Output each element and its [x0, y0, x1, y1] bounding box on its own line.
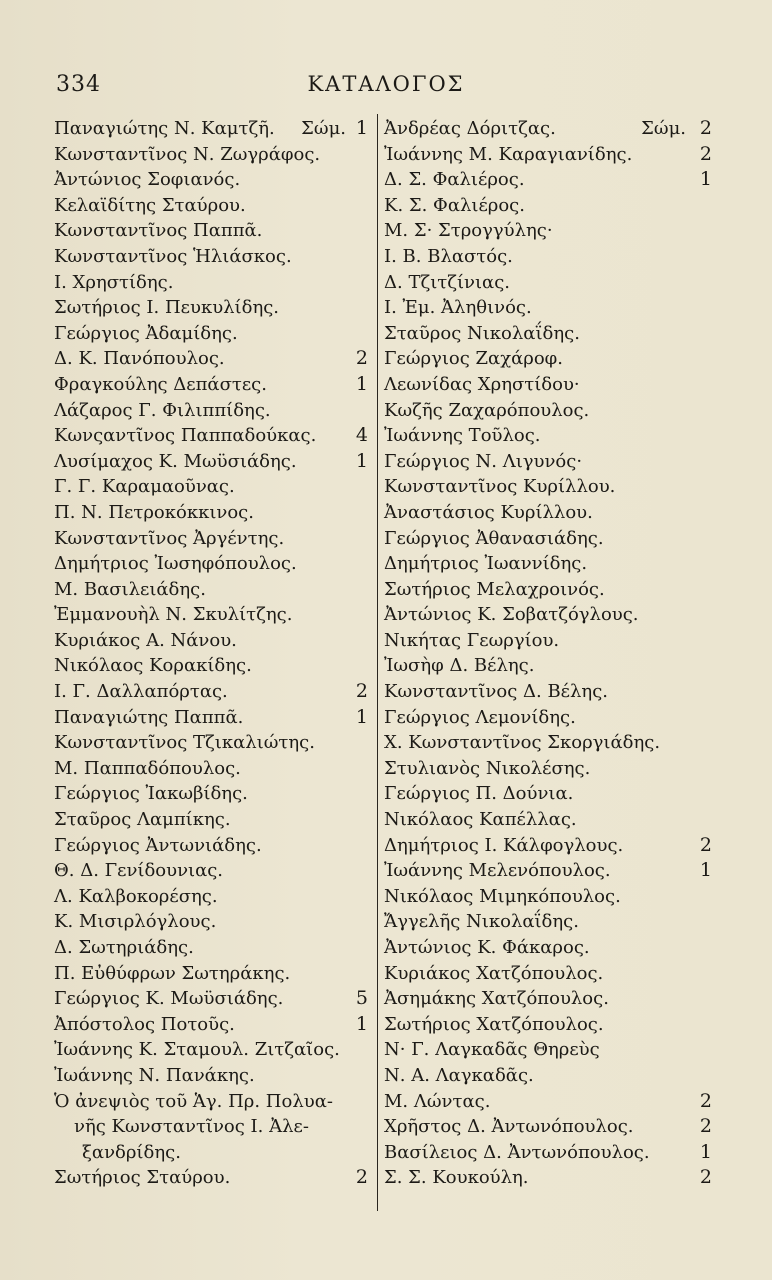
list-item: [384, 577, 714, 603]
subscriber-name: Λυσίμαχος Κ. Μωϋσιάδης.: [54, 450, 297, 472]
subscriber-name: Λεωνίδας Χρηστίδου·: [384, 373, 580, 395]
list-item: [54, 730, 372, 756]
list-item: [384, 423, 714, 449]
subscriber-name: Σταῦρος Λαμπίκης.: [54, 809, 231, 831]
subscriber-name: Σωτήριος Σταύρου.: [54, 1167, 231, 1189]
subscriber-name: Παναγιώτης Παππᾶ.: [54, 706, 244, 728]
subscriber-name: Μ. Σ· Στρογγύλης·: [384, 220, 553, 242]
subscriber-name: Θ. Δ. Γενίδουνιας.: [54, 860, 224, 882]
subscriber-name: Δ. Σωτηριάδης.: [54, 937, 194, 958]
subscriber-name: Μ. Βασιλειάδης.: [54, 578, 206, 600]
subscriber-name: Μ. Λώντας.: [384, 1090, 491, 1112]
list-item: [54, 167, 372, 193]
list-item: [384, 961, 714, 987]
list-item: [54, 500, 372, 526]
list-item: [54, 1012, 372, 1038]
list-item: [384, 167, 714, 193]
list-item: [54, 628, 372, 654]
list-item: [54, 423, 372, 449]
list-item: [384, 1012, 714, 1038]
subscriber-name: Ἀνδρέας Δόριτζας.: [384, 118, 556, 139]
copies-count: 4: [355, 424, 368, 447]
subscriber-name: Δημήτριος Ἰωσηφόπουλος.: [54, 553, 297, 575]
list-item: [54, 705, 372, 731]
subscriber-name: Κυριάκος Χατζόπουλος.: [384, 962, 604, 984]
list-item: [384, 679, 714, 705]
subscriber-name: Ν. Α. Λαγκαδᾶς.: [384, 1064, 534, 1086]
list-item: [54, 372, 372, 398]
subscriber-name: Ἰωσὴφ Δ. Βέλης.: [384, 655, 535, 677]
list-item: [384, 1114, 714, 1140]
page-header: [0, 72, 772, 102]
list-item: [54, 398, 372, 424]
list-item: [384, 807, 714, 833]
copies-count: 1: [355, 449, 368, 472]
subscriber-name: Κωνσταντῖνος Τζικαλιώτης.: [54, 732, 315, 754]
copies-count: 2: [699, 1166, 712, 1189]
subscriber-name: Δημήτριος Ἰωαννίδης.: [384, 553, 588, 575]
subscriber-name: Ἀναστάσιος Κυρίλλου.: [384, 501, 593, 523]
subscriber-name: Π. Ν. Πετροκόκκινος.: [54, 501, 254, 523]
subscriber-name: Χ. Κωνσταντῖνος Σκοργιάδης.: [384, 732, 661, 754]
list-item: [54, 1165, 372, 1191]
list-item: [54, 1114, 372, 1140]
subscriber-name: Σωτήριος Χατζόπουλος.: [384, 1013, 604, 1035]
subscriber-name: Παναγιώτης Ν. Καμτζῆ.: [54, 118, 275, 139]
list-item: [384, 295, 714, 321]
list-item: [54, 474, 372, 500]
subscriber-name: Ἀσημάκης Χατζόπουλος.: [384, 988, 609, 1010]
list-item: [54, 346, 372, 372]
subscriber-name: Ἀπόστολος Ποτοῦς.: [54, 1013, 235, 1035]
subscriber-name: Γεώργιος Ἀντωνιάδης.: [54, 834, 262, 856]
list-item: [54, 577, 372, 603]
copies-abbreviation: Σώμ.: [641, 118, 686, 139]
subscriber-name: Ἰωάννης Ν. Πανάκης.: [54, 1064, 255, 1086]
subscriber-name: Κωνσταντῖνος Ν. Ζωγράφος.: [54, 143, 321, 165]
subscriber-name: Νικήτας Γεωργίου.: [384, 629, 560, 651]
subscriber-name: Γεώργιος Π. Δούνια.: [384, 783, 574, 805]
list-item: [54, 858, 372, 884]
subscriber-name: Ἀντώνιος Σοφιανός.: [54, 169, 241, 191]
list-item: [384, 705, 714, 731]
list-item: [384, 1089, 714, 1115]
copies-count: 2: [699, 142, 712, 165]
subscriber-name: Κωζῆς Ζαχαρόπουλος.: [384, 399, 590, 421]
list-item: [384, 756, 714, 782]
list-item: [384, 1140, 714, 1166]
subscriber-name: Βασίλειος Δ. Ἀντωνόπουλος.: [384, 1141, 650, 1163]
subscriber-name: Κωνσταντῖνος Κυρίλλου.: [384, 476, 616, 498]
list-item: [54, 653, 372, 679]
subscriber-name: Ι. Ἐμ. Ἀληθινός.: [384, 297, 532, 319]
list-item: [384, 602, 714, 628]
subscriber-name: Γεώργιος Ἀθανασιάδης.: [384, 527, 604, 549]
subscriber-name: Ἰωάννης Μ. Καραγιανίδης.: [384, 143, 633, 165]
subscriber-name: Νικόλαος Καπέλλας.: [384, 809, 577, 831]
subscriber-name: Χρῆστος Δ. Ἀντωνόπουλος.: [384, 1116, 634, 1138]
list-item: [384, 526, 714, 552]
copies-count: 2: [355, 680, 368, 703]
subscriber-name: Δ. Σ. Φαλιέρος.: [384, 169, 525, 191]
copies-count: 2: [699, 117, 712, 139]
subscriber-name: Σωτήριος Μελαχροινός.: [384, 578, 605, 600]
subscriber-name: Ι. Γ. Δαλλαπόρτας.: [54, 681, 228, 703]
list-item: [384, 270, 714, 296]
subscriber-name: Σ. Σ. Κουκούλη.: [384, 1167, 529, 1189]
list-item: [54, 986, 372, 1012]
subscriber-name: Ἰωάννης Τοῦλος.: [384, 425, 541, 447]
copies-count: 1: [699, 1140, 712, 1163]
subscriber-name: Ν· Γ. Λαγκαδᾶς Θηρεὺς: [384, 1039, 600, 1061]
subscriber-name: Γεώργιος Ἀδαμίδης.: [54, 322, 238, 344]
list-item: [384, 116, 714, 142]
list-item: [384, 372, 714, 398]
list-item: [54, 833, 372, 859]
list-item: [384, 1165, 714, 1191]
subscriber-name: Κωνσταντῖνος Παππᾶ.: [54, 220, 263, 242]
list-item: [54, 961, 372, 987]
column-divider: [377, 114, 378, 1211]
list-item: [384, 986, 714, 1012]
subscriber-name: Γ. Γ. Καραμαοῦνας.: [54, 476, 235, 498]
list-item: [384, 1063, 714, 1089]
list-item: [384, 142, 714, 168]
subscriber-list-right: [384, 116, 714, 1191]
list-item: [384, 449, 714, 475]
subscriber-name: Κ. Μισιρλόγλους.: [54, 911, 217, 933]
subscriber-name: Γεώργιος Κ. Μωϋσιάδης.: [54, 988, 284, 1010]
list-item: [54, 935, 372, 961]
subscriber-name: Γεώργιος Λεμονίδης.: [384, 706, 576, 728]
subscriber-list-left: [54, 116, 372, 1191]
list-item: [54, 884, 372, 910]
list-item: [384, 193, 714, 219]
list-item: [54, 551, 372, 577]
list-item: [384, 909, 714, 935]
page-number: 334: [56, 72, 101, 97]
list-item: [384, 730, 714, 756]
list-item: [54, 602, 372, 628]
list-item: [54, 321, 372, 347]
list-item: [54, 756, 372, 782]
list-item: [54, 295, 372, 321]
running-title: ΚΑΤΑΛΟΓΟΣ: [307, 72, 465, 96]
subscriber-name: Δ. Τζιτζίνιας.: [384, 271, 510, 293]
list-item: [54, 1037, 372, 1063]
copies-count: 1: [699, 168, 712, 191]
list-item: [54, 116, 372, 142]
list-item: [54, 1140, 372, 1166]
list-item: [384, 474, 714, 500]
subscriber-name: Κελαϊδίτης Σταύρου.: [54, 194, 246, 216]
copies-count: 1: [355, 705, 368, 728]
subscriber-name: Ἰωάννης Κ. Σταμουλ. Ζιτζαῖος.: [54, 1039, 340, 1061]
copies-count: 5: [355, 987, 368, 1010]
subscriber-name: Π. Εὐθύφρων Σωτηράκης.: [54, 962, 291, 984]
list-item: [384, 653, 714, 679]
list-item: [384, 1037, 714, 1063]
copies-count: 1: [699, 859, 712, 882]
list-item: [384, 551, 714, 577]
subscriber-name: Κωνςαντῖνος Παππαδούκας.: [54, 425, 317, 447]
list-item: [384, 218, 714, 244]
subscriber-name: Κωνσταντῖνος Ἀργέντης.: [54, 527, 285, 549]
list-item: [384, 781, 714, 807]
subscriber-name: Δ. Κ. Πανόπουλος.: [54, 348, 225, 370]
subscriber-name: Κωνσταντῖνος Ἡλιάσκος.: [54, 245, 292, 267]
list-item: [384, 935, 714, 961]
subscriber-name: Ἀντώνιος Κ. Φάκαρος.: [384, 937, 590, 958]
list-item: [54, 1089, 372, 1115]
subscriber-name: Μ. Παππαδόπουλος.: [54, 757, 241, 779]
subscriber-name: Ἰωάννης Μελενόπουλος.: [384, 860, 611, 882]
copies-count: 2: [699, 1115, 712, 1138]
subscriber-name: Κυριάκος Α. Νάνου.: [54, 629, 237, 651]
list-item: [54, 449, 372, 475]
list-item: [54, 1063, 372, 1089]
subscriber-name: Ἀντώνιος Κ. Σοβατζόγλους.: [384, 604, 639, 626]
subscriber-name: Νικόλαος Μιμηκόπουλος.: [384, 885, 621, 907]
subscriber-name: Γεώργιος Ἰακωβίδης.: [54, 783, 248, 805]
copies-count: 1: [355, 117, 368, 139]
copies-count: 2: [699, 1089, 712, 1112]
subscriber-name: Κ. Σ. Φαλιέρος.: [384, 194, 525, 216]
subscriber-name: Λ. Καλβοκορέσης.: [54, 885, 218, 907]
list-item: [384, 346, 714, 372]
subscriber-name: Νικόλαος Κορακίδης.: [54, 655, 252, 677]
list-item: [384, 858, 714, 884]
list-item: [384, 833, 714, 859]
list-item: [384, 321, 714, 347]
subscriber-name: Ἄγγελῆς Νικολαΐδης.: [384, 911, 579, 933]
subscriber-name: Φραγκούλης Δεπάστες.: [54, 373, 267, 395]
subscriber-name: Κωνσταντῖνος Δ. Βέλης.: [384, 681, 608, 703]
copies-count: 2: [355, 347, 368, 370]
copies-count: 2: [355, 1166, 368, 1189]
subscriber-name: Ι. Χρηστίδης.: [54, 271, 174, 293]
list-item: [54, 193, 372, 219]
subscriber-name: Δημήτριος Ι. Κάλφογλους.: [384, 834, 624, 856]
subscriber-name: νῆς Κωνσταντῖνος Ι. Ἀλε-: [74, 1116, 309, 1138]
subscriber-name: Γεώργιος Ν. Λιγυνός·: [384, 450, 583, 472]
list-item: [384, 884, 714, 910]
subscriber-name: Στυλιανὸς Νικολέσης.: [384, 757, 591, 779]
copies-count: 2: [699, 833, 712, 856]
list-item: [54, 218, 372, 244]
list-item: [54, 807, 372, 833]
list-item: [54, 679, 372, 705]
list-item: [384, 398, 714, 424]
subscriber-name: ξανδρίδης.: [82, 1141, 181, 1163]
subscriber-name: Σωτήριος Ι. Πευκυλίδης.: [54, 297, 280, 319]
list-item: [384, 500, 714, 526]
list-item: [54, 526, 372, 552]
list-item: [54, 244, 372, 270]
list-item: [384, 628, 714, 654]
subscriber-name: Ὁ ἀνεψιὸς τοῦ Ἁγ. Πρ. Πολυα-: [54, 1090, 333, 1112]
subscriber-name: Ι. Β. Βλαστός.: [384, 245, 513, 267]
subscriber-name: Ἐμμανουὴλ Ν. Σκυλίτζης.: [54, 604, 293, 626]
copies-count: 1: [355, 372, 368, 395]
copies-count: 1: [355, 1012, 368, 1035]
list-item: [54, 909, 372, 935]
list-item: [384, 244, 714, 270]
list-item: [54, 781, 372, 807]
subscriber-name: Γεώργιος Ζαχάροφ.: [384, 348, 563, 370]
subscriber-name: Σταῦρος Νικολαΐδης.: [384, 322, 580, 344]
subscriber-name: Λάζαρος Γ. Φιλιππίδης.: [54, 399, 271, 421]
copies-abbreviation: Σώμ.: [301, 118, 346, 139]
list-item: [54, 142, 372, 168]
list-item: [54, 270, 372, 296]
